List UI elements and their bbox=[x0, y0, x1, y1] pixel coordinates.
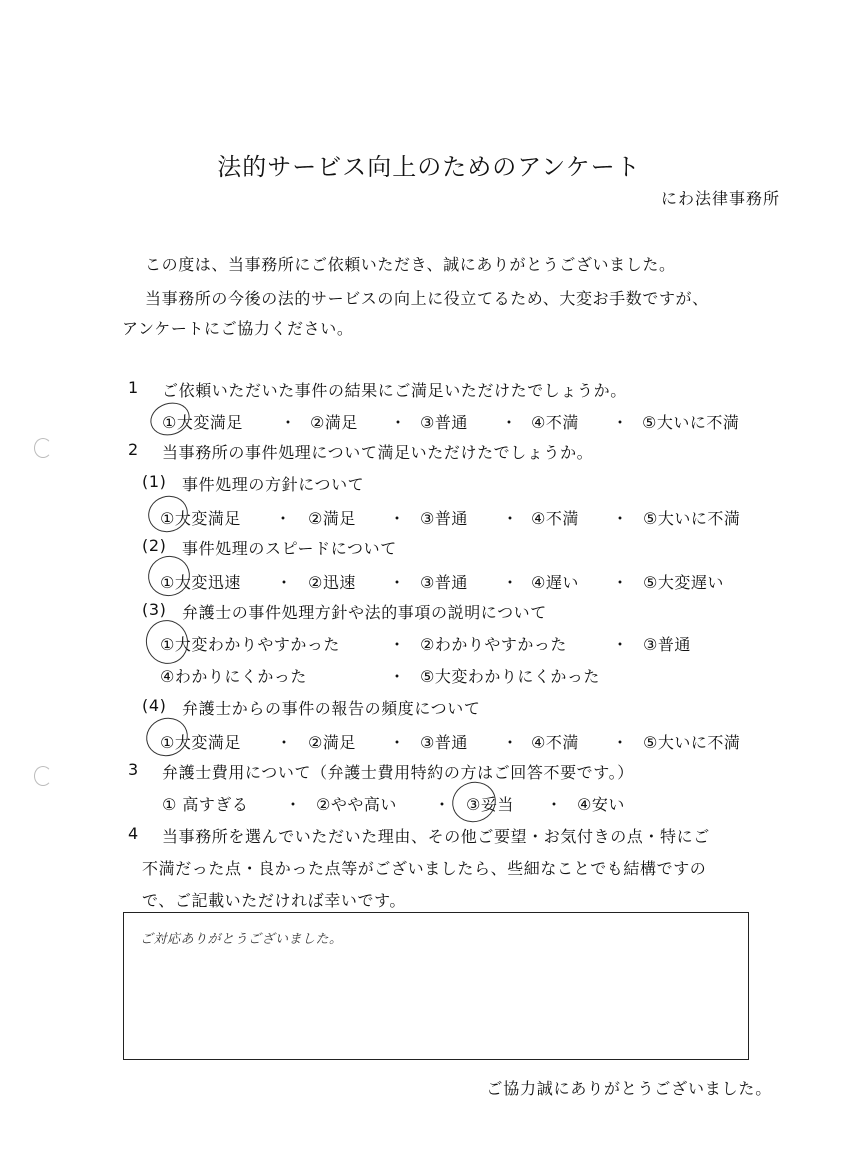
separator-dot: ・ bbox=[502, 509, 519, 528]
separator-dot: ・ bbox=[389, 667, 406, 686]
option-3[interactable]: ③普通 bbox=[420, 413, 468, 432]
separator-dot: ・ bbox=[434, 795, 451, 814]
separator-dot: ・ bbox=[546, 795, 563, 814]
option-2[interactable]: ②やや高い bbox=[316, 795, 397, 814]
separator-dot: ・ bbox=[502, 573, 519, 592]
option-3[interactable]: ③普通 bbox=[420, 573, 468, 592]
separator-dot: ・ bbox=[275, 509, 292, 528]
separator-dot: ・ bbox=[389, 733, 406, 752]
option-4[interactable]: ④遅い bbox=[531, 573, 579, 592]
option-1[interactable]: ①大変わかりやすかった bbox=[160, 635, 340, 654]
question-4-text: 当事務所を選んでいただいた理由、その他ご要望・お気付きの点・特にご bbox=[162, 827, 710, 846]
separator-dot: ・ bbox=[612, 635, 629, 654]
option-2[interactable]: ②満足 bbox=[310, 413, 358, 432]
separator-dot: ・ bbox=[501, 413, 518, 432]
separator-dot: ・ bbox=[389, 509, 406, 528]
selection-circle-mark bbox=[146, 398, 194, 441]
subquestion-number: (1) bbox=[142, 472, 167, 491]
option-4[interactable]: ④わかりにくかった bbox=[160, 667, 307, 686]
question-4-text: で、ご記載いただければ幸いです。 bbox=[142, 891, 407, 910]
option-2[interactable]: ②満足 bbox=[308, 733, 356, 752]
option-4[interactable]: ④安い bbox=[577, 795, 625, 814]
option-5[interactable]: ⑤大いに不満 bbox=[643, 509, 741, 528]
option-5[interactable]: ⑤大いに不満 bbox=[643, 733, 741, 752]
subquestion-number: (4) bbox=[142, 696, 167, 715]
subquestion-4-text: 弁護士からの事件の報告の頻度について bbox=[182, 699, 481, 718]
question-number: 3 bbox=[128, 760, 139, 779]
page-title: 法的サービス向上のためのアンケート bbox=[217, 153, 641, 181]
option-2[interactable]: ②満足 bbox=[308, 509, 356, 528]
separator-dot: ・ bbox=[502, 733, 519, 752]
punch-hole-mark bbox=[34, 766, 52, 786]
option-3[interactable]: ③普通 bbox=[420, 733, 468, 752]
subquestion-2-text: 事件処理のスピードについて bbox=[182, 539, 397, 558]
selection-circle-mark bbox=[143, 491, 192, 538]
separator-dot: ・ bbox=[276, 733, 293, 752]
question-number: 2 bbox=[128, 440, 139, 459]
separator-dot: ・ bbox=[612, 413, 629, 432]
question-2-text: 当事務所の事件処理について満足いただけたでしょうか。 bbox=[162, 443, 594, 462]
separator-dot: ・ bbox=[612, 509, 629, 528]
subquestion-number: (3) bbox=[142, 600, 167, 619]
selection-circle-mark bbox=[141, 712, 193, 761]
subquestion-number: (2) bbox=[142, 536, 167, 555]
option-4[interactable]: ④不満 bbox=[531, 733, 579, 752]
handwritten-answer: ご対応ありがとうございました。 bbox=[140, 932, 343, 947]
closing-thanks: ご協力誠にありがとうございました。 bbox=[486, 1079, 772, 1098]
separator-dot: ・ bbox=[389, 573, 406, 592]
intro-line: この度は、当事務所にご依頼いただき、誠にありがとうございました。 bbox=[145, 255, 676, 274]
separator-dot: ・ bbox=[612, 573, 629, 592]
subquestion-3-text: 弁護士の事件処理方針や法的事項の説明について bbox=[182, 603, 547, 622]
question-4-text: 不満だった点・良かった点等がございましたら、些細なことでも結構ですの bbox=[142, 859, 707, 878]
option-1[interactable]: ①大変満足 bbox=[162, 413, 243, 432]
option-3[interactable]: ③普通 bbox=[420, 509, 468, 528]
option-4[interactable]: ④不満 bbox=[531, 413, 579, 432]
option-1[interactable]: ①大変迅速 bbox=[160, 573, 241, 592]
separator-dot: ・ bbox=[280, 413, 297, 432]
separator-dot: ・ bbox=[390, 413, 407, 432]
option-1[interactable]: ①大変満足 bbox=[160, 733, 241, 752]
subquestion-1-text: 事件処理の方針について bbox=[182, 475, 365, 494]
intro-line: 当事務所の今後の法的サービスの向上に役立てるため、大変お手数ですが、 bbox=[145, 289, 709, 308]
option-3[interactable]: ③普通 bbox=[643, 635, 691, 654]
law-firm-name: にわ法律事務所 bbox=[660, 189, 780, 208]
option-4[interactable]: ④不満 bbox=[531, 509, 579, 528]
option-1[interactable]: ①大変満足 bbox=[160, 509, 241, 528]
option-1[interactable]: ① 高すぎる bbox=[162, 795, 249, 814]
selection-circle-mark bbox=[447, 776, 501, 828]
separator-dot: ・ bbox=[285, 795, 302, 814]
question-number: 1 bbox=[128, 378, 139, 397]
option-5[interactable]: ⑤大いに不満 bbox=[642, 413, 740, 432]
separator-dot: ・ bbox=[389, 635, 406, 654]
option-2[interactable]: ②迅速 bbox=[308, 573, 356, 592]
option-2[interactable]: ②わかりやすかった bbox=[420, 635, 567, 654]
intro-line: アンケートにご協力ください。 bbox=[122, 319, 354, 338]
question-1-text: ご依頼いただいた事件の結果にご満足いただけたでしょうか。 bbox=[162, 381, 627, 400]
option-5[interactable]: ⑤大変わかりにくかった bbox=[420, 667, 600, 686]
punch-hole-mark bbox=[34, 438, 52, 458]
question-3-text: 弁護士費用について（弁護士費用特約の方はご回答不要です。） bbox=[162, 763, 634, 782]
separator-dot: ・ bbox=[276, 573, 293, 592]
separator-dot: ・ bbox=[612, 733, 629, 752]
question-number: 4 bbox=[128, 824, 139, 843]
option-5[interactable]: ⑤大変遅い bbox=[643, 573, 724, 592]
option-3[interactable]: ③妥当 bbox=[466, 795, 514, 814]
